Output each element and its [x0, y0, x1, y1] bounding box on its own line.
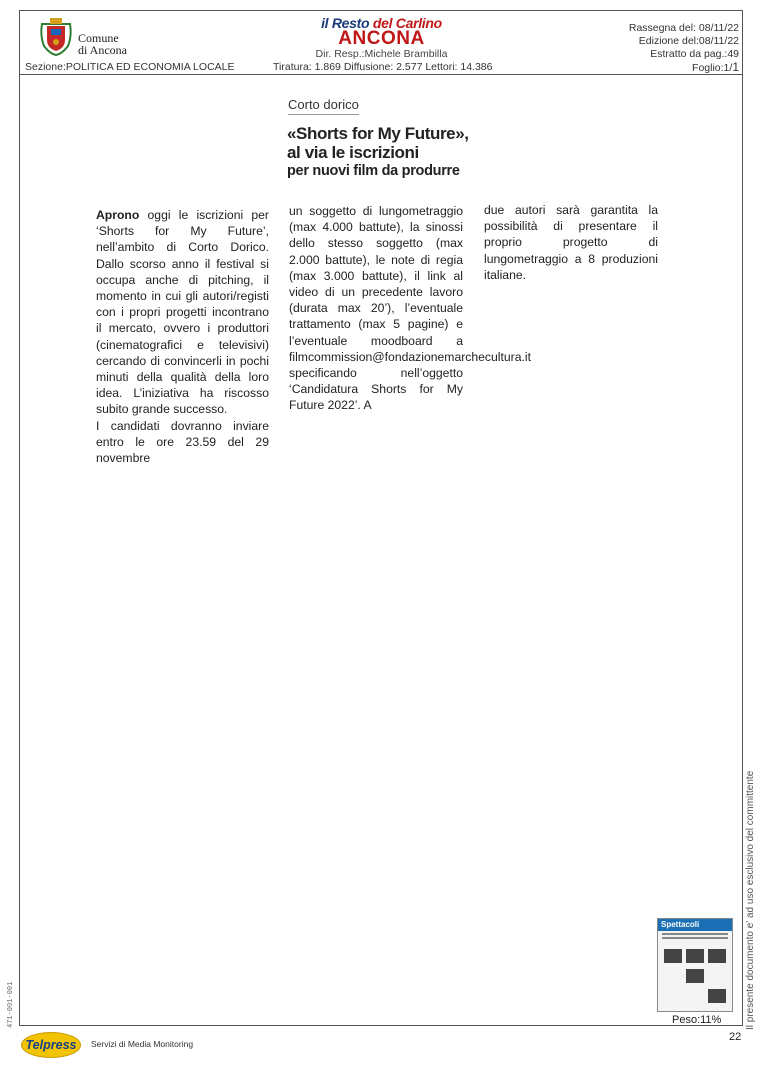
paragraph-1-text: oggi le iscrizioni per ‘Shorts for My Future’, nell’ambito di Corto Dorico. Dallo scorso anno il festival si occupa anche di pitching, il momento in cui gli autori/registi con i propri progetti incontrano il mercato, ovvero i produttori (cinematografici e televisivi) cercando di convincerli in pochi minuti della qualità della loro idea. L’iniziativa ha riscosso subito grande successo.: [96, 208, 269, 417]
document-code: 471-001-001: [7, 981, 15, 1028]
servizi-label: Servizi di Media Monitoring: [91, 1039, 194, 1049]
title-line3: per nuovi film da produrre: [287, 163, 460, 179]
telpress-logo: Telpress: [21, 1032, 81, 1058]
comune-line1: Comune: [78, 31, 119, 45]
article-title: [287, 124, 487, 181]
article-column-2: [289, 203, 531, 414]
document-meta: [629, 22, 739, 75]
thumbnail-section: Spettacoli: [658, 919, 732, 931]
edizione-date: Edizione del:08/11/22: [638, 35, 739, 47]
column-3-text: due autori sarà garantita la possibilità di presentare il proprio progetto di lungometraggio a 8 produzioni italiane.: [484, 203, 658, 282]
title-line1: «Shorts for My Future»,: [287, 124, 469, 143]
article-kicker: Corto dorico: [288, 97, 359, 115]
lead-word: Aprono: [96, 208, 140, 222]
thumbnail-photo: [686, 969, 704, 983]
page-thumbnail: [657, 918, 733, 1012]
thumbnail-photo: [664, 949, 682, 963]
title-line2: al via le iscrizioni: [287, 143, 419, 162]
peso-label: Peso:11%: [672, 1014, 722, 1026]
article-column-1: [96, 207, 269, 466]
masthead-city: ANCONA: [338, 28, 425, 49]
thumbnail-photo: [708, 989, 726, 1003]
disclaimer-vertical: Il presente documento e' ad uso esclusivo del committente: [745, 770, 756, 1030]
paragraph-1: [96, 207, 269, 418]
foglio: [629, 61, 739, 75]
article-column-3: [484, 202, 658, 283]
column-2-text: un soggetto di lungometraggio (max 4.000 battute), la sinossi dello stesso soggetto (max 2.000 battute), le note di regia (max 3.000 battute), il link al video di un precedente lavoro (durata max 20’), l’eventuale trattamento (max 5 pagine) e l’eventuale moodboard a filmcommission@fondazionemarchecultura.it specificando nell’oggetto ‘Candidatura Shorts for My Future 2022’. A: [289, 204, 531, 413]
foglio-num: 1: [732, 60, 739, 74]
thumbnail-photo: [686, 949, 704, 963]
comune-line2: di Ancona: [78, 43, 127, 57]
rassegna-date: Rassegna del: 08/11/22: [628, 22, 739, 34]
direttore: Dir. Resp.:Michele Brambilla: [315, 48, 448, 60]
thumbnail-line: [662, 937, 728, 939]
masthead-part-b: del Carlino: [369, 15, 442, 31]
tiratura-stats: Tiratura: 1.869 Diffusione: 2.577 Lettori: 14.386: [273, 61, 493, 73]
sezione-label: Sezione:POLITICA ED ECONOMIA LOCALE: [25, 61, 235, 73]
paragraph-2: I candidati dovranno inviare entro le ore 23.59 del 29 novembre: [96, 418, 269, 466]
estratto-page: Estratto da pag.:49: [650, 48, 739, 60]
page-number: 22: [729, 1031, 742, 1043]
masthead-part-a: il Resto: [321, 15, 370, 31]
foglio-label: Foglio:1/: [692, 62, 733, 74]
thumbnail-photo: [708, 949, 726, 963]
thumbnail-line: [662, 933, 728, 935]
